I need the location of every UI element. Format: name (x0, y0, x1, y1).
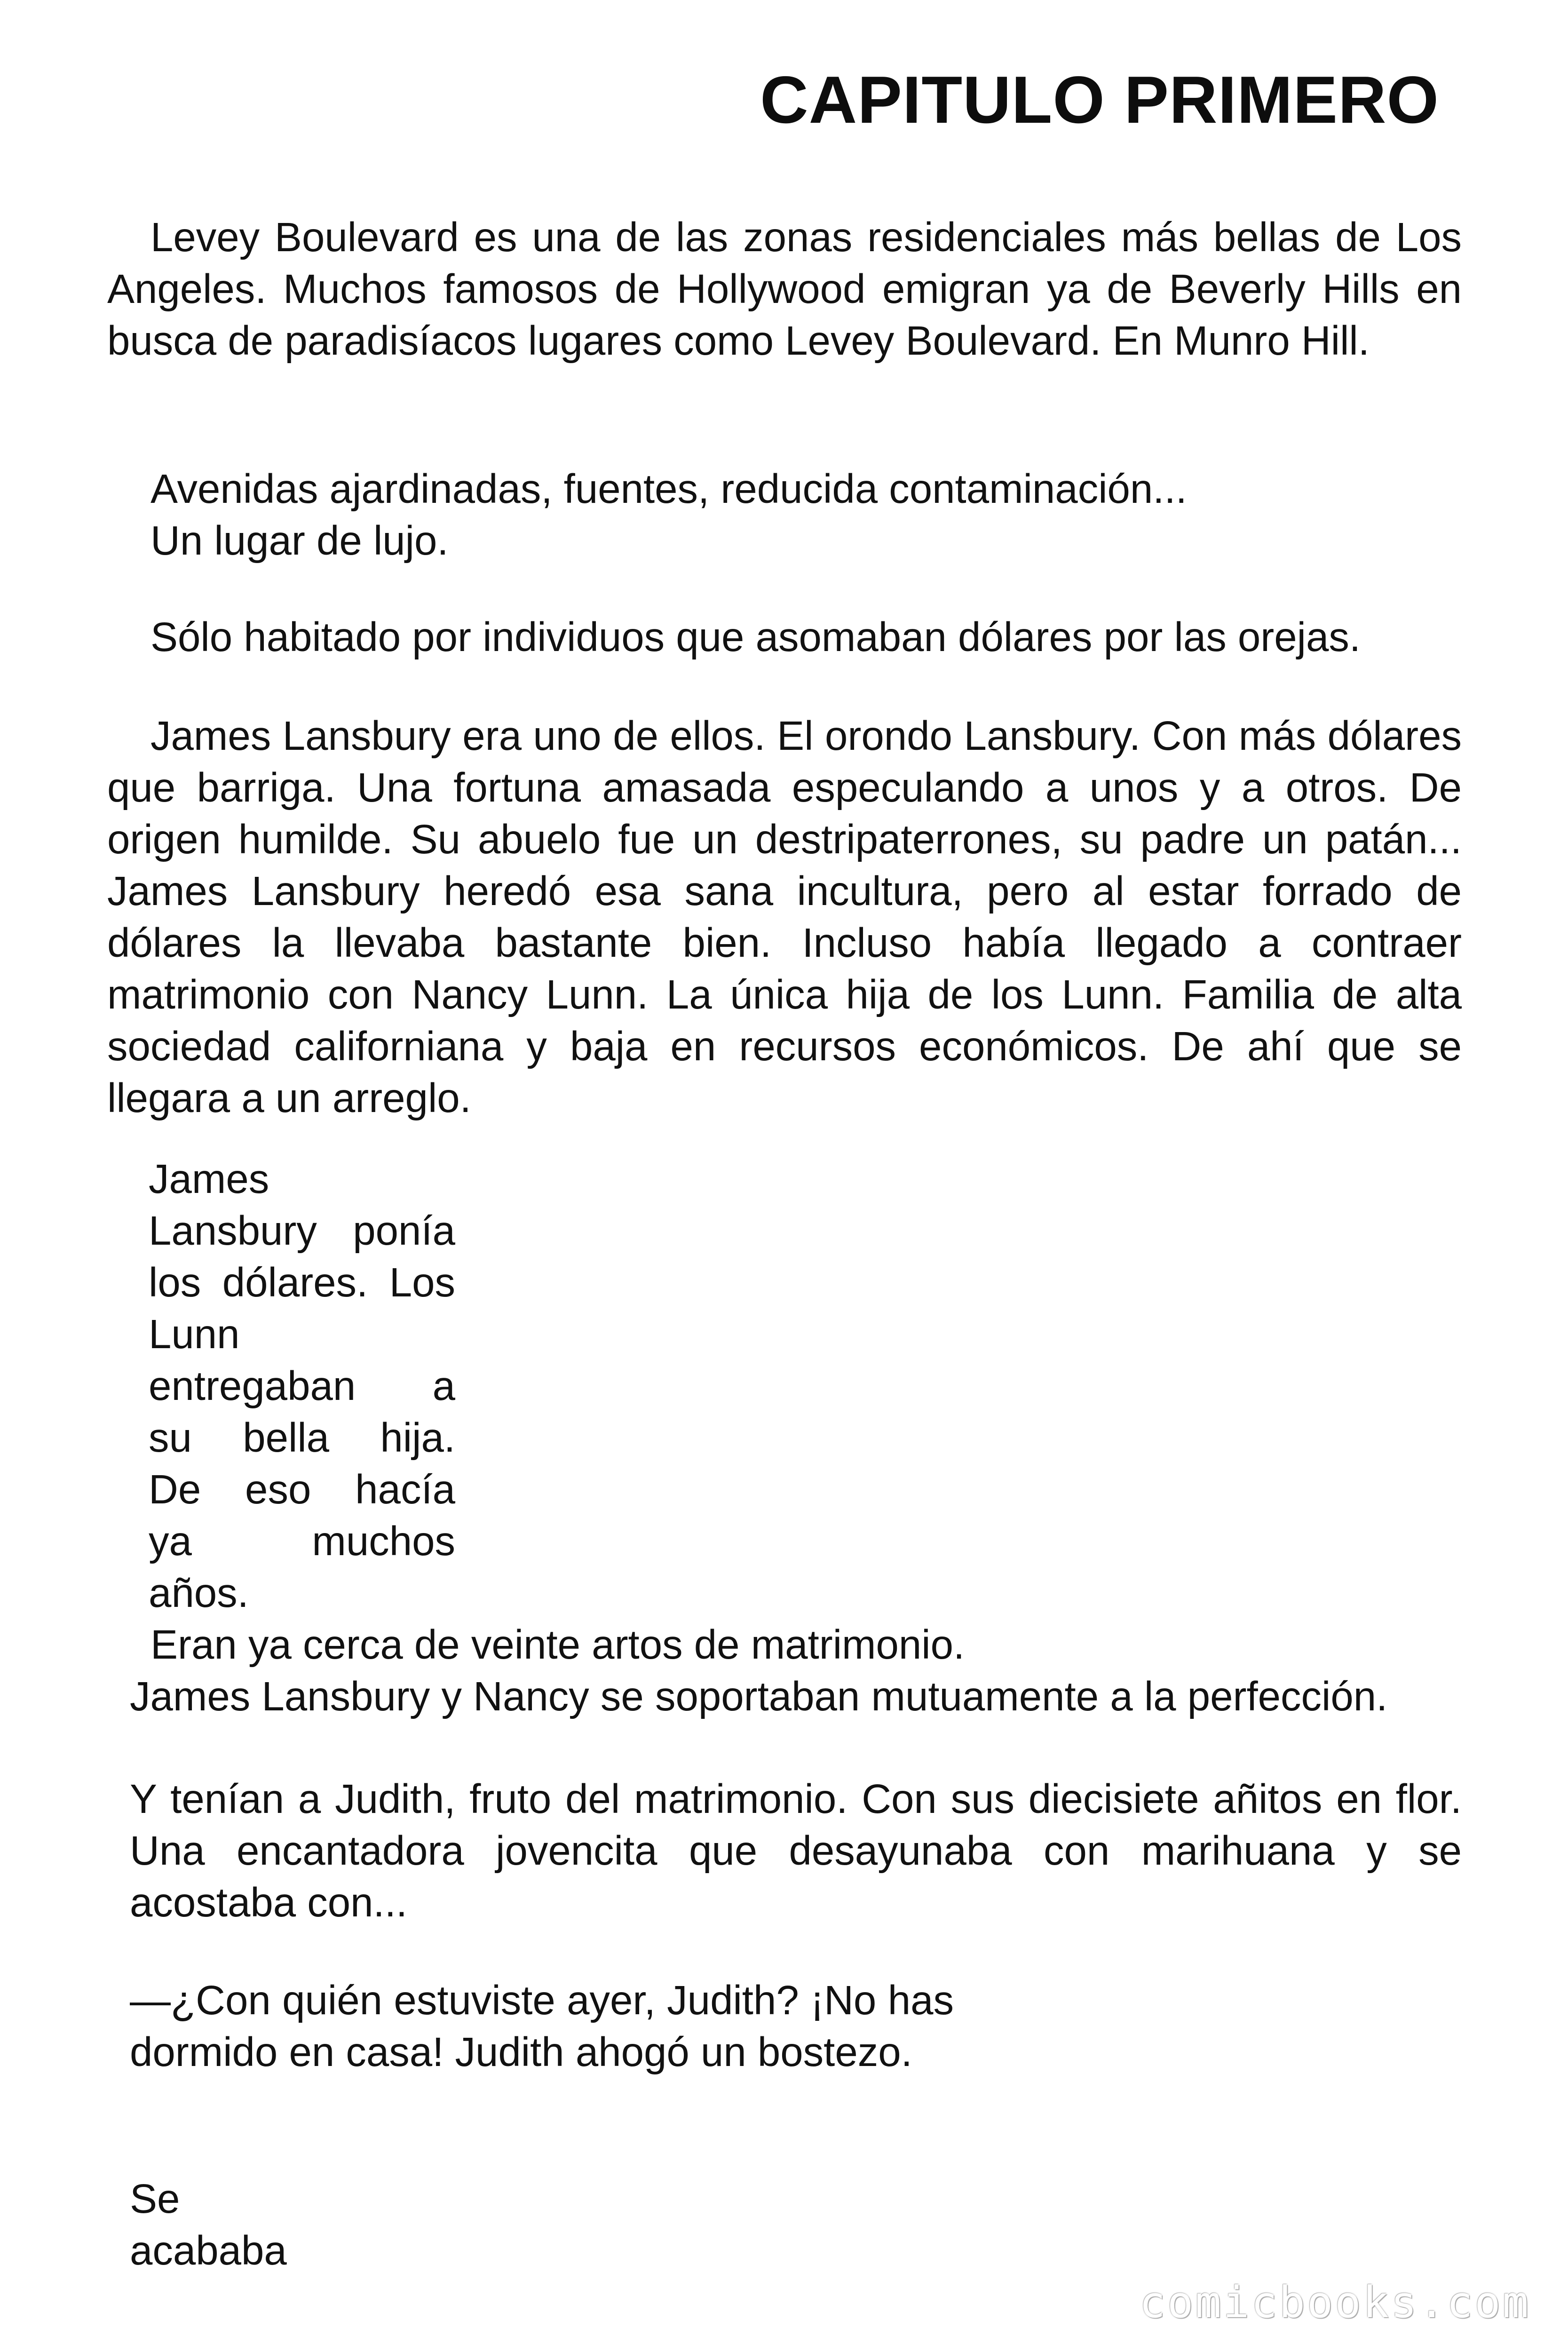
chapter-title: CAPITULO PRIMERO (760, 63, 1439, 137)
paragraph-levey-boulevard: Levey Boulevard es una de las zonas residenciales más bellas de Los Angeles. Muchos famosos de Hollywood emigran ya de Beverly Hills en busca de paradisíacos lugares como Levey Boulevard. En Munro Hill. (107, 215, 1462, 364)
paragraph-avenidas-line-2: Un lugar de lujo. (150, 518, 449, 564)
paragraph-narrow-column (149, 1153, 455, 1619)
paragraph-se-acababa-line-1: Se (130, 2176, 180, 2222)
narrow-line: ya muchos (149, 1518, 455, 1564)
narrow-line: Lunn (149, 1311, 240, 1357)
paragraph-se-acababa (130, 2173, 600, 2277)
paragraph-se-soportaban: James Lansbury y Nancy se soportaban mutuamente a la perfección. (130, 1674, 1388, 1719)
narrow-line: años. (149, 1570, 249, 1616)
narrow-line: su bella hija. (149, 1415, 455, 1461)
paragraph-solo-habitado: Sólo habitado por individuos que asomaban dólares por las orejas. (150, 614, 1361, 660)
narrow-line: James (149, 1156, 269, 1202)
narrow-line: los dólares. Los (149, 1260, 455, 1305)
paragraph-avenidas (107, 463, 1462, 567)
narrow-line: entregaban a (149, 1363, 455, 1409)
paragraph-james-lansbury: James Lansbury era uno de ellos. El orondo Lansbury. Con más dólares que barriga. Una fortuna amasada especulando a unos y a otros. De origen humilde. Su abuelo fue un destripaterrones, su padre un patán... James Lansbury heredó esa sana incultura, pero al estar forrado de dólares la llevaba bastante bien. Incluso había llegado a contraer matrimonio con Nancy Lunn. La única hija de los Lunn. Familia de alta sociedad californiana y baja en recursos económicos. De ahí que se llegara a un arreglo. (107, 713, 1462, 1121)
paragraph-veinte-artos: Eran ya cerca de veinte artos de matrimonio. (150, 1622, 965, 1668)
paragraph-judith: Y tenían a Judith, fruto del matrimonio. Con sus diecisiete añitos en flor. Una encantadora jovencita que desayunaba con marihuana y se acostaba con... (130, 1776, 1462, 1925)
narrow-line: De eso hacía (149, 1467, 455, 1512)
watermark: comicbooks.com (1139, 2277, 1530, 2328)
paragraph-avenidas-line-1: Avenidas ajardinadas, fuentes, reducida contaminación... (150, 466, 1187, 512)
paragraph-dialogue: —¿Con quién estuviste ayer, Judith? ¡No has dormido en casa! Judith ahogó un bostezo. (130, 1978, 954, 2075)
paragraph-se-acababa-line-2: acababa (130, 2228, 287, 2273)
narrow-line: Lansbury ponía (149, 1208, 455, 1254)
